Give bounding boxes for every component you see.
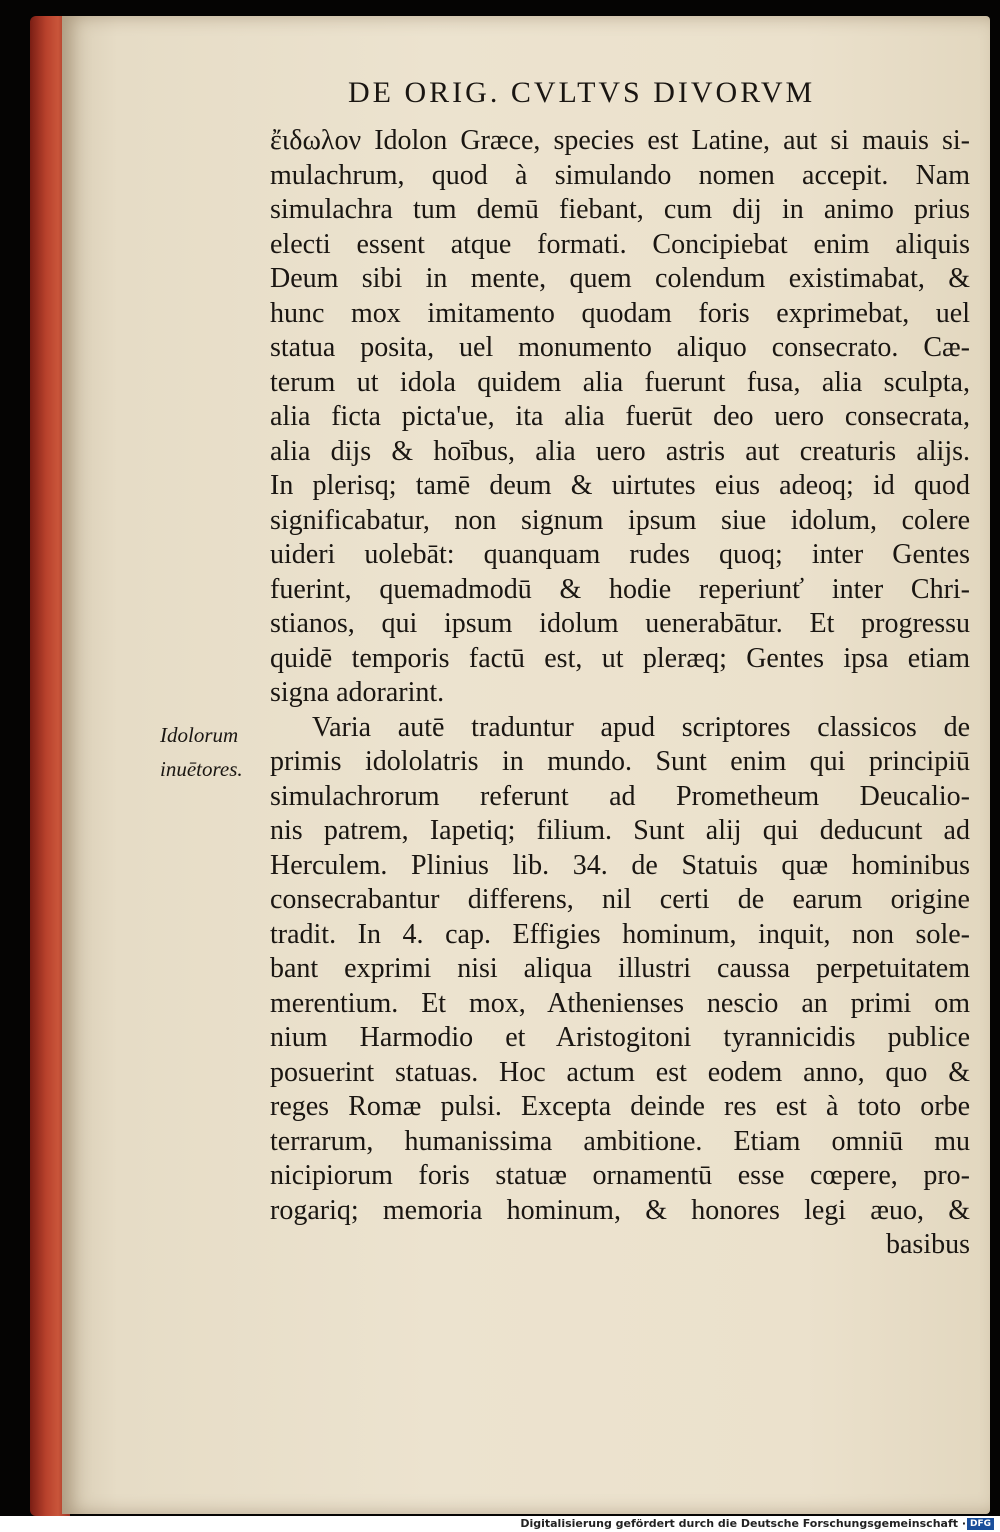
text-line: mulachrum, quod à simulando nomen accepit. Nam (270, 159, 970, 191)
text-line: terrarum, humanissima ambitione. Etiam omniū mu (270, 1125, 970, 1157)
text-line: nis patrem, Iapetiq; filium. Sunt alij qui deducunt ad (270, 815, 970, 846)
text-line: reges Romæ pulsi. Excepta deinde res est à toto orbe (270, 1091, 970, 1122)
text-line: merentium. Et mox, Athenienses nescio an primi om (270, 987, 970, 1019)
margin-note (160, 718, 270, 786)
text-line: bant exprimi nisi aliqua illustri caussa perpetuitatem (270, 953, 970, 984)
text-line: posuerint statuas. Hoc actum est eodem anno, quo & (270, 1056, 970, 1088)
margin-note-line: Idolorum (160, 723, 239, 747)
text-line: quidē temporis factū est, ut pleræq; Gentes ipsa etiam (270, 642, 970, 674)
text-line: ἔιδωλον Idolon Græce, species est Latine, aut si mauis si- (270, 125, 970, 156)
body-text (270, 124, 970, 1263)
text-line: Herculem. Plinius lib. 34. de Statuis quæ hominibus (270, 849, 970, 881)
text-line: electi essent atque formati. Concipiebat enim aliquis (270, 228, 970, 260)
text-line: simulachra tum demū fiebant, cum dij in animo prius (270, 194, 970, 225)
text-line: primis idololatris in mundo. Sunt enim qui principiū (270, 746, 970, 777)
dfg-logo-icon: DFG (967, 1518, 994, 1530)
text-line: nicipiorum foris statuæ ornamentū esse cœpere, pro- (270, 1160, 970, 1191)
catchword: basibus (886, 1229, 970, 1260)
text-line: alia dijs & hoībus, alia uero astris aut creaturis alijs. (270, 435, 970, 467)
running-head: DE ORIG. CVLTVS DIVORVM (348, 76, 816, 109)
text-line: tradit. In 4. cap. Effigies hominum, inquit, non sole- (270, 918, 970, 950)
text-line: Deum sibi in mente, quem colendum existimabat, & (270, 263, 970, 294)
text-line: Varia autē traduntur apud scriptores classicos de (312, 711, 970, 743)
text-line: signa adorarint. (270, 677, 445, 708)
text-line: consecrabantur differens, nil certi de earum origine (270, 884, 970, 915)
text-line: uideri uolebāt: quanquam rudes quoq; inter Gentes (270, 539, 970, 570)
margin-note-line: inuētores. (160, 757, 243, 781)
text-line: hunc mox imitamento quodam foris exprimebat, uel (270, 297, 970, 329)
text-line: rogariq; memoria hominum, & honores legi æuo, & (270, 1194, 970, 1226)
text-line: In plerisq; tamē deum & uirtutes eius adeoq; id quod (270, 470, 970, 501)
text-line: alia ficta picta'ue, ita alia fuerūt deo uero consecrata, (270, 401, 970, 432)
footer-credit: Digitalisierung gefördert durch die Deutsche Forschungsgemeinschaft · (520, 1517, 966, 1530)
text-line: simulachrorum referunt ad Prometheum Deucalio- (270, 780, 970, 812)
text-line: terum ut idola quidem alia fuerunt fusa, alia sculpta, (270, 366, 970, 398)
text-line: statua posita, uel monumento aliquo consecrato. Cæ- (270, 332, 970, 363)
text-line: stianos, qui ipsum idolum uenerabātur. Et progressu (270, 608, 970, 639)
text-line: nium Harmodio et Aristogitoni tyrannicidis publice (270, 1022, 970, 1053)
text-line: significabatur, non signum ipsum siue idolum, colere (270, 504, 970, 536)
text-line: fuerint, quemadmodū & hodie reperiunť inter Chri- (270, 573, 970, 605)
